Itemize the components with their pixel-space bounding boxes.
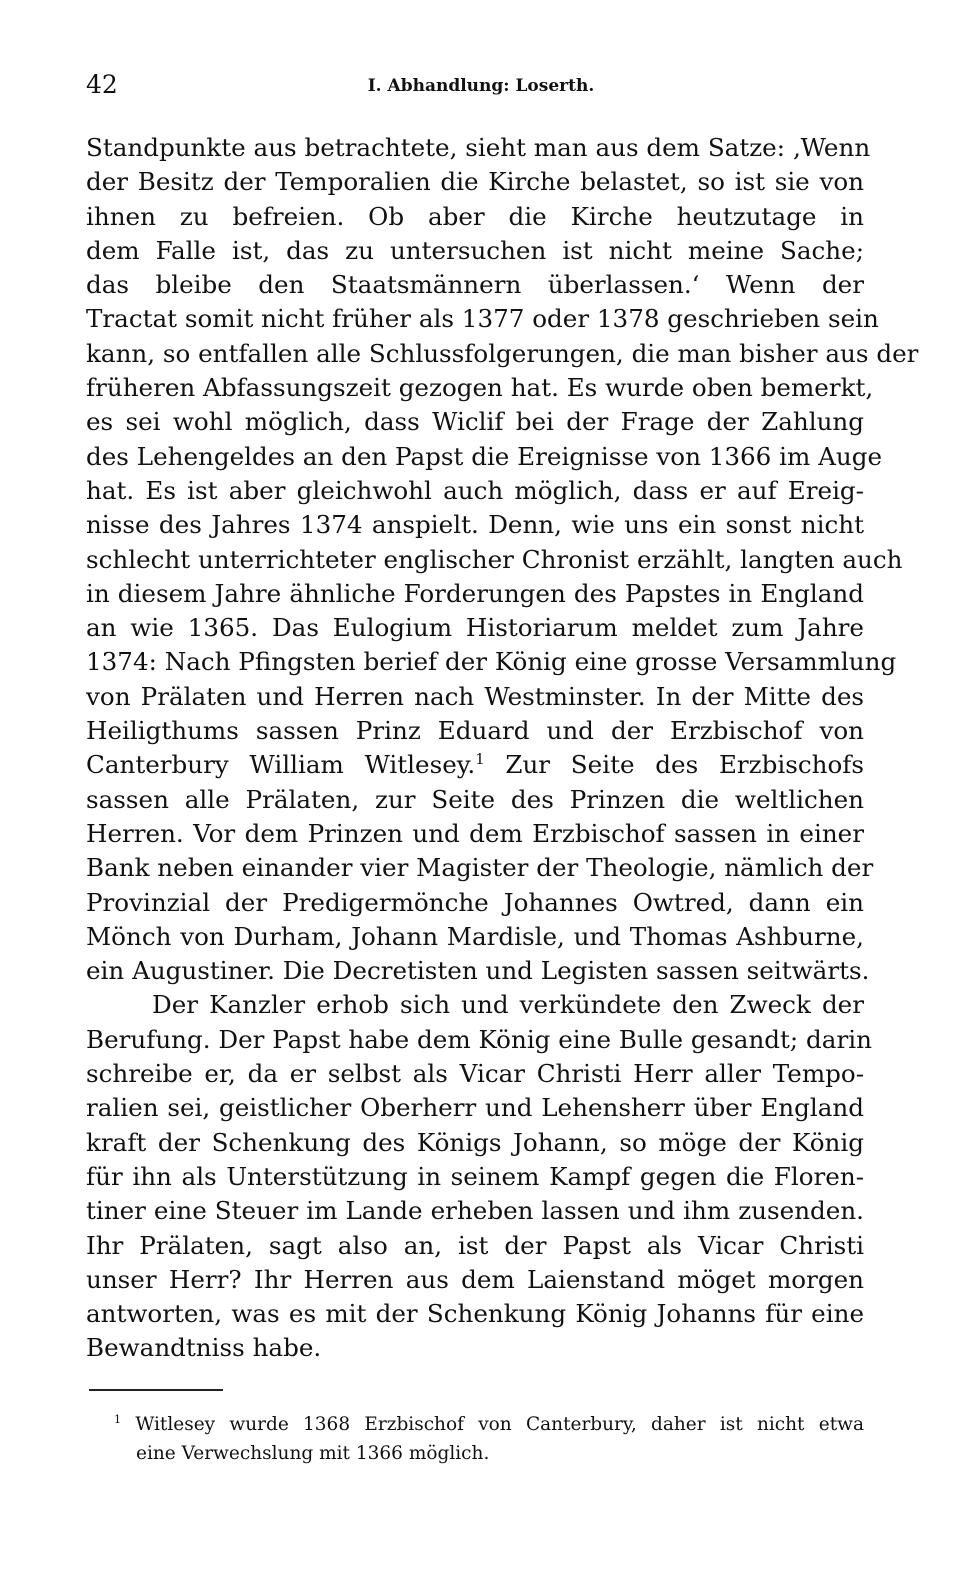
text-line: tiner eine Steuer im Lande erheben lassen und ihm zusenden. [86,1196,864,1226]
text-fragment: Zur Seite des Erzbischofs [484,750,864,780]
text-line: des Lehengeldes an den Papst die Ereignisse von 1366 im Auge [86,441,883,471]
text-line: 1374: Nach Pfingsten berief der König eine grosse Versammlung [86,647,897,677]
text-line: es sei wohl möglich, dass Wiclif bei der Frage der Zahlung [86,407,864,437]
paragraph-2 [86,988,872,1365]
text-line: Herren. Vor dem Prinzen und dem Erzbischof sassen in einer [86,818,864,848]
text-line: kraft der Schenkung des Königs Johann, so möge der König [86,1127,864,1157]
text-line: nisse des Jahres 1374 anspielt. Denn, wie uns ein sonst nicht [86,510,864,540]
text-line: in diesem Jahre ähnliche Forderungen des Papstes in England [86,578,864,608]
footnote-reference: 1 [475,751,485,769]
text-line: für ihn als Unterstützung in seinem Kampf gegen die Floren- [86,1161,864,1191]
footnote-text: Witlesey wurde 1368 Erzbischof von Canterbury, daher ist nicht etwa [135,1414,864,1435]
text-line: früheren Abfassungszeit gezogen hat. Es wurde oben bemerkt, [86,373,874,403]
footnote-line: eine Verwechslung mit 1366 möglich. [136,1443,490,1464]
text-line: Mönch von Durham, Johann Mardisle, und Thomas Ashburne, [86,921,864,951]
text-line: hat. Es ist aber gleichwohl auch möglich, dass er auf Ereig- [86,475,864,505]
footnote [114,1410,864,1468]
text-line-with-footnote [86,748,864,782]
page-header [86,70,876,104]
text-line: das bleibe den Staatsmännern überlassen.‘ Wenn der [86,270,864,300]
running-head: I. Abhandlung: Loserth. [367,76,595,96]
text-line: ralien sei, geistlicher Oberherr und Lehensherr über England [86,1093,864,1123]
text-line: Berufung. Der Papst habe dem König eine Bulle gesandt; darin [86,1024,872,1054]
text-line: Der Kanzler erhob sich und verkündete den Zweck der [152,990,864,1020]
text-line: der Besitz der Temporalien die Kirche belastet, so ist sie von [86,167,864,197]
text-line: schreibe er, da er selbst als Vicar Christi Herr aller Tempo- [86,1059,864,1089]
text-line: an wie 1365. Das Eulogium Historiarum meldet zum Jahre [86,613,864,643]
body-text [86,131,919,1366]
text-line: Heiligthums sassen Prinz Eduard und der Erzbischof von [86,716,864,746]
text-line: sassen alle Prälaten, zur Seite des Prinzen die weltlichen [86,784,864,814]
text-line: antworten, was es mit der Schenkung König Johanns für eine [86,1299,864,1329]
text-line: unser Herr? Ihr Herren aus dem Laienstand möget morgen [86,1264,864,1294]
footnote-line [114,1410,864,1439]
page-number: 42 [86,70,118,99]
footnote-divider [89,1389,223,1391]
text-line: Standpunkte aus betrachtete, sieht man aus dem Satze: ‚Wenn [86,133,871,162]
text-line: Provinzial der Predigermönche Johannes Owtred, dann ein [86,887,864,917]
text-line: dem Falle ist, das zu untersuchen ist nicht meine Sache; [86,235,864,265]
footnote-marker: 1 [114,1412,122,1426]
text-line: ein Augustiner. Die Decretisten und Legisten sassen seitwärts. [86,956,870,986]
text-fragment: Canterbury William Witlesey. [86,750,476,780]
text-line: Tractat somit nicht früher als 1377 oder 1378 geschrieben sein [86,304,879,334]
text-line: schlecht unterrichteter englischer Chronist erzählt, langten auch [86,544,903,574]
paragraph-1 [86,131,919,988]
text-line: Ihr Prälaten, sagt also an, ist der Papst als Vicar Christi [86,1230,864,1260]
text-line: Bewandtniss habe. [86,1333,322,1363]
text-line: Bank neben einander vier Magister der Theologie, nämlich der [86,853,874,883]
text-line: von Prälaten und Herren nach Westminster. In der Mitte des [86,681,864,711]
text-line: ihnen zu befreien. Ob aber die Kirche heutzutage in [86,201,864,231]
text-line: kann, so entfallen alle Schlussfolgerungen, die man bisher aus der [86,338,919,368]
